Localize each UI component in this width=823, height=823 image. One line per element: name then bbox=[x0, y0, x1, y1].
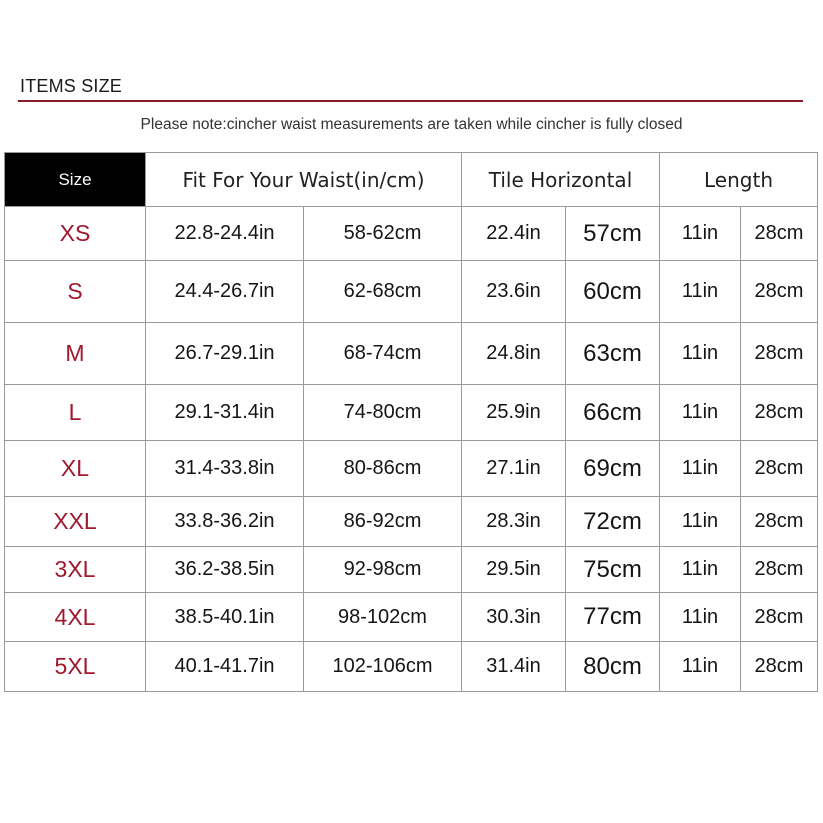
length-in-cell: 11in bbox=[660, 642, 741, 692]
size-chart-table bbox=[4, 152, 818, 692]
tile-in-cell: 22.4in bbox=[462, 207, 566, 261]
waist-in-cell: 29.1-31.4in bbox=[146, 385, 304, 441]
waist-cm-cell: 58-62cm bbox=[304, 207, 462, 261]
table-row bbox=[5, 207, 818, 261]
title-underline bbox=[18, 100, 803, 102]
length-in-cell: 11in bbox=[660, 261, 741, 323]
waist-in-cell: 22.8-24.4in bbox=[146, 207, 304, 261]
tile-in-cell: 28.3in bbox=[462, 497, 566, 547]
tile-cm-cell: 80cm bbox=[566, 642, 660, 692]
size-cell: 4XL bbox=[5, 593, 146, 642]
table-row bbox=[5, 593, 818, 642]
table-row bbox=[5, 441, 818, 497]
tile-cm-cell: 75cm bbox=[566, 547, 660, 593]
page-title: ITEMS SIZE bbox=[20, 76, 123, 96]
tile-in-cell: 25.9in bbox=[462, 385, 566, 441]
size-cell: XXL bbox=[5, 497, 146, 547]
table-header-row bbox=[5, 153, 818, 207]
tile-in-cell: 24.8in bbox=[462, 323, 566, 385]
table-row bbox=[5, 385, 818, 441]
length-in-cell: 11in bbox=[660, 323, 741, 385]
size-cell: S bbox=[5, 261, 146, 323]
waist-cm-cell: 86-92cm bbox=[304, 497, 462, 547]
tile-in-cell: 29.5in bbox=[462, 547, 566, 593]
size-cell: 5XL bbox=[5, 642, 146, 692]
waist-cm-cell: 102-106cm bbox=[304, 642, 462, 692]
length-cm-cell: 28cm bbox=[741, 547, 818, 593]
length-cm-cell: 28cm bbox=[741, 642, 818, 692]
tile-cm-cell: 66cm bbox=[566, 385, 660, 441]
size-cell: XS bbox=[5, 207, 146, 261]
size-cell: XL bbox=[5, 441, 146, 497]
length-cm-cell: 28cm bbox=[741, 497, 818, 547]
length-in-cell: 11in bbox=[660, 207, 741, 261]
waist-cm-cell: 74-80cm bbox=[304, 385, 462, 441]
header-tile-horizontal: Tile Horizontal bbox=[462, 153, 660, 207]
length-in-cell: 11in bbox=[660, 547, 741, 593]
length-cm-cell: 28cm bbox=[741, 593, 818, 642]
size-cell: L bbox=[5, 385, 146, 441]
waist-cm-cell: 62-68cm bbox=[304, 261, 462, 323]
waist-cm-cell: 92-98cm bbox=[304, 547, 462, 593]
length-cm-cell: 28cm bbox=[741, 323, 818, 385]
waist-cm-cell: 80-86cm bbox=[304, 441, 462, 497]
header-fit-waist: Fit For Your Waist(in/cm) bbox=[146, 153, 462, 207]
waist-in-cell: 26.7-29.1in bbox=[146, 323, 304, 385]
tile-cm-cell: 63cm bbox=[566, 323, 660, 385]
table-row bbox=[5, 323, 818, 385]
tile-in-cell: 23.6in bbox=[462, 261, 566, 323]
waist-in-cell: 33.8-36.2in bbox=[146, 497, 304, 547]
length-in-cell: 11in bbox=[660, 441, 741, 497]
table-row bbox=[5, 261, 818, 323]
waist-in-cell: 36.2-38.5in bbox=[146, 547, 304, 593]
size-cell: 3XL bbox=[5, 547, 146, 593]
tile-cm-cell: 72cm bbox=[566, 497, 660, 547]
tile-in-cell: 31.4in bbox=[462, 642, 566, 692]
size-cell: M bbox=[5, 323, 146, 385]
tile-cm-cell: 57cm bbox=[566, 207, 660, 261]
waist-cm-cell: 98-102cm bbox=[304, 593, 462, 642]
waist-in-cell: 40.1-41.7in bbox=[146, 642, 304, 692]
waist-cm-cell: 68-74cm bbox=[304, 323, 462, 385]
waist-in-cell: 38.5-40.1in bbox=[146, 593, 304, 642]
length-in-cell: 11in bbox=[660, 385, 741, 441]
header-length: Length bbox=[660, 153, 818, 207]
length-cm-cell: 28cm bbox=[741, 207, 818, 261]
table-row bbox=[5, 497, 818, 547]
length-cm-cell: 28cm bbox=[741, 261, 818, 323]
measurement-note: Please note:cincher waist measurements are taken while cincher is fully closed bbox=[140, 116, 683, 133]
tile-cm-cell: 60cm bbox=[566, 261, 660, 323]
tile-cm-cell: 77cm bbox=[566, 593, 660, 642]
waist-in-cell: 31.4-33.8in bbox=[146, 441, 304, 497]
table-body bbox=[5, 207, 818, 692]
table-row bbox=[5, 547, 818, 593]
table-row bbox=[5, 642, 818, 692]
tile-in-cell: 30.3in bbox=[462, 593, 566, 642]
length-in-cell: 11in bbox=[660, 593, 741, 642]
length-cm-cell: 28cm bbox=[741, 441, 818, 497]
length-cm-cell: 28cm bbox=[741, 385, 818, 441]
tile-cm-cell: 69cm bbox=[566, 441, 660, 497]
waist-in-cell: 24.4-26.7in bbox=[146, 261, 304, 323]
length-in-cell: 11in bbox=[660, 497, 741, 547]
tile-in-cell: 27.1in bbox=[462, 441, 566, 497]
header-size: Size bbox=[5, 153, 146, 207]
